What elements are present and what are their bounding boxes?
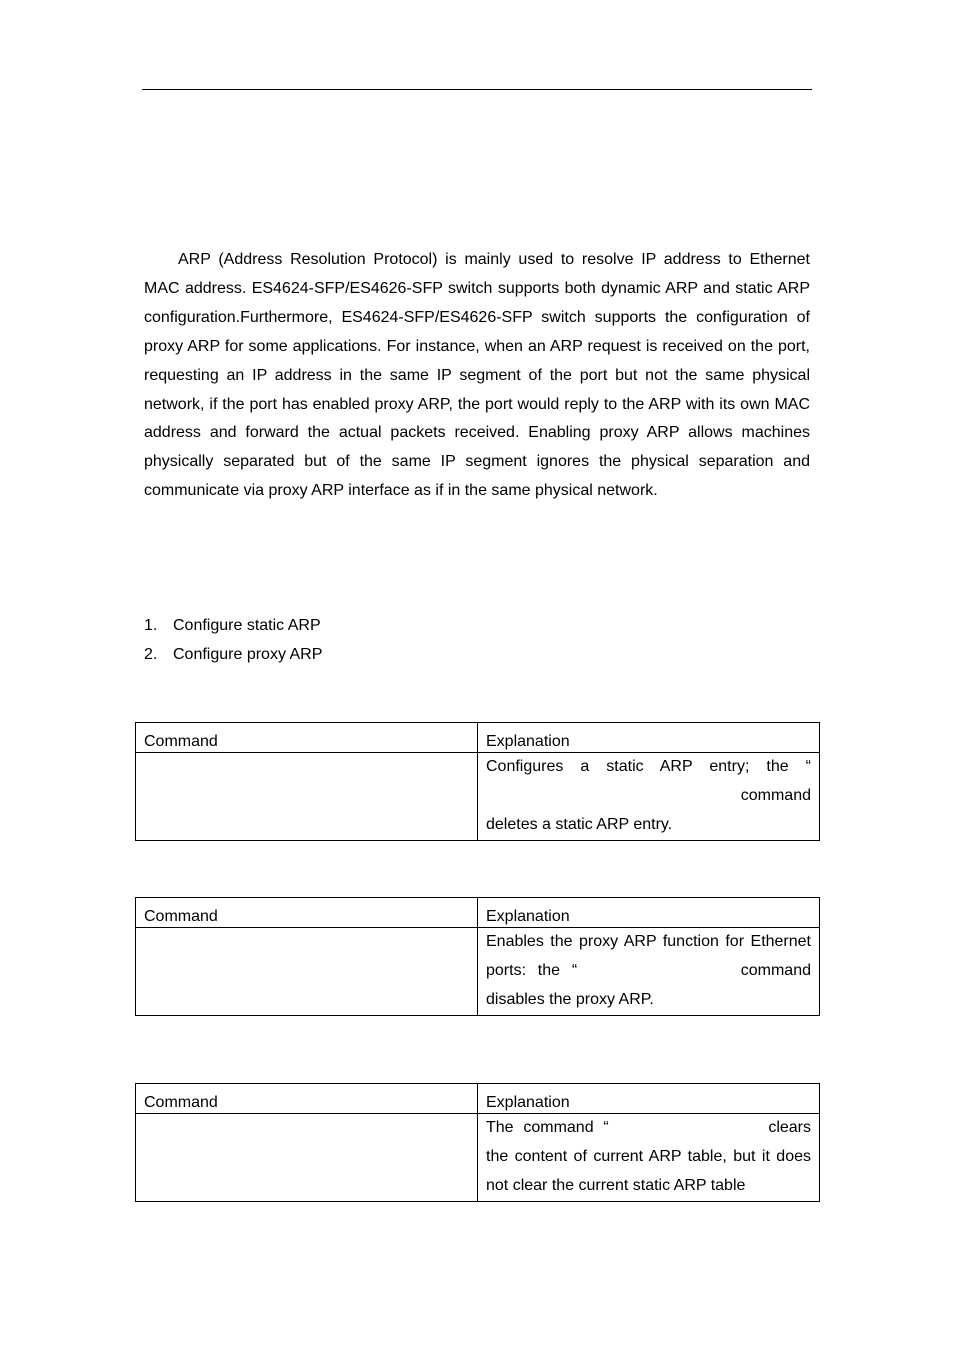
explanation-part-a: Configures a static ARP entry; the “ bbox=[486, 758, 811, 775]
intro-paragraph: ARP (Address Resolution Protocol) is mainly used to resolve IP address to Ethernet MAC address. ES4624-SFP/ES4626-SFP switch supports both dynamic ARP and static ARP configuration.Furthermore, ES4624-SFP/ES4626-SFP switch supports the configuration of proxy ARP for some applications. For instance, when an ARP request is received on the port, requesting an IP address in the same IP segment of the port but not the same physical network, if the port has enabled proxy ARP, the port would reply to the ARP with its own MAC address and forward the actual packets received. Enabling proxy ARP allows machines physically separated but of the same IP segment ignores the physical separation and communicate via proxy ARP interface as if in the same physical network. bbox=[144, 251, 810, 500]
step-label: Configure proxy ARP bbox=[173, 646, 323, 663]
explanation-text bbox=[486, 1114, 811, 1201]
explanation-text bbox=[486, 928, 811, 1015]
header-explanation: Explanation bbox=[478, 1084, 820, 1114]
header-command: Command bbox=[136, 1084, 478, 1114]
header-command: Command bbox=[136, 898, 478, 928]
list-item bbox=[144, 640, 322, 669]
explanation-text bbox=[486, 753, 811, 840]
proxy-arp-command-table bbox=[135, 897, 820, 1016]
table-header-row bbox=[136, 1084, 820, 1114]
explanation-cell bbox=[478, 1114, 820, 1202]
list-item bbox=[144, 611, 322, 640]
command-cell bbox=[136, 928, 478, 1016]
table-row bbox=[136, 1114, 820, 1202]
explanation-part-a: Enables the proxy ARP function for Ethernet ports: the “ bbox=[486, 933, 811, 979]
table-header-row bbox=[136, 723, 820, 753]
config-steps bbox=[144, 611, 322, 669]
step-label: Configure static ARP bbox=[173, 617, 321, 634]
step-number: 2. bbox=[144, 646, 158, 663]
explanation-cell bbox=[478, 753, 820, 841]
explanation-part-a: The command “ bbox=[486, 1119, 609, 1136]
explanation-part-b: command disables the proxy ARP. bbox=[486, 961, 811, 1008]
command-cell bbox=[136, 753, 478, 841]
step-number: 1. bbox=[144, 617, 158, 634]
clear-arp-command-table bbox=[135, 1083, 820, 1202]
explanation-part-b: clears the content of current ARP table, but it does not clear the current static ARP table bbox=[486, 1119, 811, 1194]
explanation-cell bbox=[478, 928, 820, 1016]
header-rule bbox=[142, 89, 812, 90]
header-explanation: Explanation bbox=[478, 898, 820, 928]
command-cell bbox=[136, 1114, 478, 1202]
header-explanation: Explanation bbox=[478, 723, 820, 753]
header-command: Command bbox=[136, 723, 478, 753]
table-row bbox=[136, 928, 820, 1016]
static-arp-command-table bbox=[135, 722, 820, 841]
explanation-part-b: command deletes a static ARP entry. bbox=[486, 786, 811, 833]
table-header-row bbox=[136, 898, 820, 928]
table-row bbox=[136, 753, 820, 841]
